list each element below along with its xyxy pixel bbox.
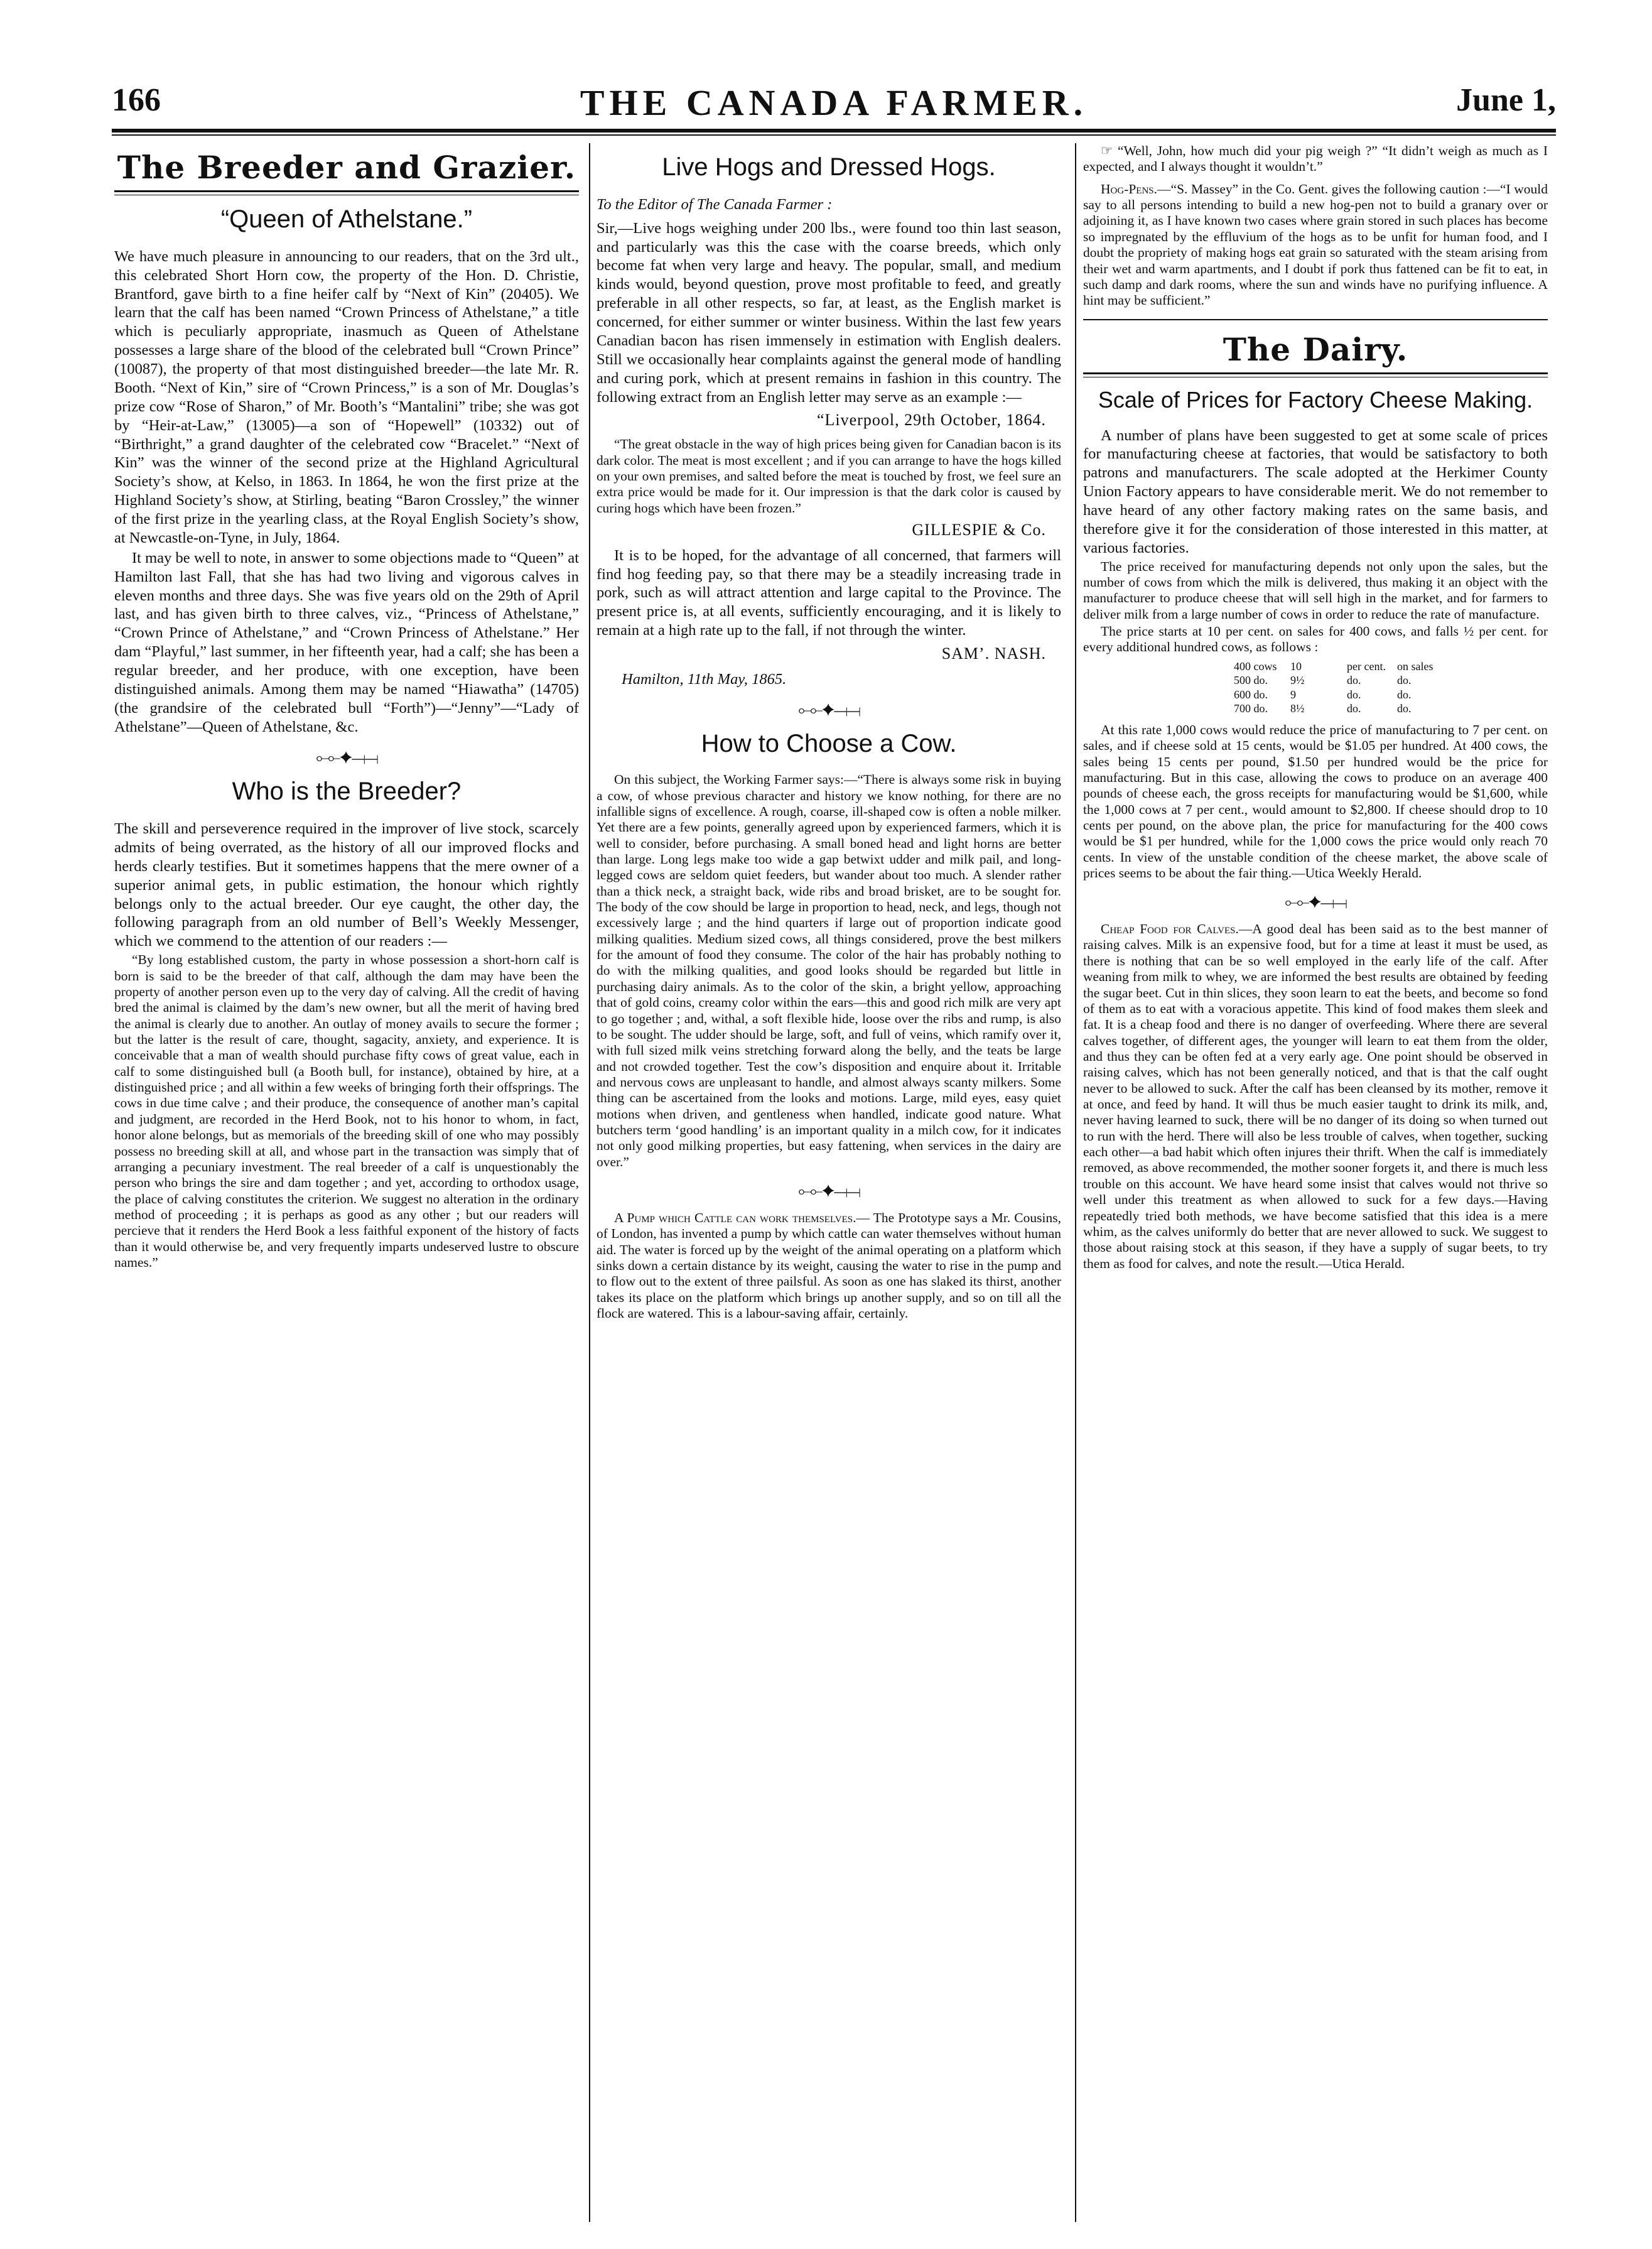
- quote-signature: GILLESPIE & Co.: [912, 520, 1046, 539]
- newspaper-title: THE CANADA FARMER.: [580, 82, 1088, 123]
- item-lead: Cheap Food for Calves.—: [1101, 921, 1253, 937]
- paragraph: A good deal has been said as to the best manner of raising calves. Milk is an expensive food, but for a time at least it must be used, as there is nothing that can be so well employed in the early life of the calf. After weaning from milk to whey, we are informed the best results are obtained by feeding the sugar beet. Cut in thin slices, they soon learn to eat the beets, and become so fond of them as to eat with a voracious appetite. This kind of food makes them sleek and fat. It is a cheap food and there is no danger of overfeeding. Where there are several calves together, of different ages, the younger will learn to eat them from the older, and thus they can be often fed at a very early age. One point should be observed in raising calves, which has not been generally noticed, and that is that the calf ought never to be allowed to suck. After the calf has been cleansed by its mother, remove it at once, and feed by hand. It will thus be much easier taught to drink its milk, and, never having learned to suck, there will be no danger of its doing so when turned out to run with the herd. There will also be less trouble of calves, when together, sucking each other—a bad habit which often injures their thrift. When the calf is immediately removed, as above recommended, the mother sooner forgets it, and there is much less trouble on this account. We have heard some insist that calves would not thrive so well under this treatment as when allowed to suck for a few days.—Having repeatedly tried both methods, we have become satisfied that this idea is a mere whim, as the calves uniformly do better that are never allowed to suck. We suggest to those about raising stock at this season, if they have a supply of sugar beets, to try them as food for calves, and note the result.—Utica Herald.: [1083, 921, 1548, 1271]
- paragraph: It is to be hoped, for the advantage of all concerned, that farmers will find hog feeding pay, so that there may be a steadily increasing trade in pork, such as will attract attention and large capital to the Province. The present price is, at all events, sufficiently encouraging, and it is likely to remain at a high rate up to the fall, if not through the winter.: [597, 546, 1061, 639]
- salutation: To the Editor of The Canada Farmer :: [597, 195, 833, 213]
- ornament-divider: ⟜⟜✦⟞⟞: [316, 748, 377, 767]
- place-date: Hamilton, 11th May, 1865.: [622, 670, 787, 688]
- item-lead: A Pump which Cattle can work themselves.—: [614, 1210, 870, 1225]
- paragraph: On this subject, the Working Farmer says:—“There is always some risk in buying a cow, of whose previous character and history we know nothing, for there are no infallible signs of excellence. A rough, coarse, ill-shaped cow is often a noble milker. Yet there are a few points, generally agreed upon by experienced farmers, which it is well to consider, before purchasing. A small boned head and light horns are better than large. Long legs make too wide a gap betwixt udder and milk pail, and long-legged cows are seldom quiet feeders, but wander about too much. A slender rather than a thick neck, a straight back, wide ribs and broad brisket, are to be sought for. The body of the cow should be large in proportion to head, neck, and legs, though not excessively large ; and the hind quarters if large out of proportion indicate good milking qualities. Medium sized cows, all things considered, prove the best milkers for the amount of food they consume. The color of the hair has probably nothing to do with the milking qualities, and good looks should be regarded but little in purchasing dairy animals. As to the color of the skin, a bright yellow, approaching that of gold coins, creamy color within the ears—this and good rich milk are very apt to go together ; and, withal, a soft flexible hide, loose over the ribs and rump, is also to be sought. The udder should be large, soft, and full of veins, which ramify over it, with full sized milk veins stretching forward along the belly, and the teats be large and not crowded together. Test the cow’s disposition and enquire about it. Irritable and nervous cows are unpleasant to handle, and almost always scanty milkers. Some thing can be ascertained from the looks and motions. Large, mild eyes, easy quiet motions when driven, and gentleness when handled, indicate good nature. What butchers term ‘good handling’ is an important quality in a milch cow, for it indicates not only good milking properties, but easy fattening, when services in the dairy are over.”: [597, 772, 1061, 1169]
- table-row: 700 do. 8½ do. do.: [1234, 702, 1412, 715]
- issue-date: June 1,: [1456, 82, 1556, 118]
- quoted-paragraph: “By long established custom, the party in whose possession a short-horn calf is born is said to be the breeder of that calf, although the dam may have been the property of another person even up to the very day of calving. All the credit of having bred the animal is claimed by the dam’s new owner, but all the merit of having bred the animal is clearly due to another. An outlay of money avails to secure the former ; but the latter is the result of care, thought, sagacity, anxiety, and experience. It is conceivable that a man of wealth should purchase fifty cows of great value, each in calf to some distinguished bull (a Booth bull, for instance), obtained by hire, at a distinguished price ; and all within a few weeks of bringing forth their offsprings. The cows in due time calve ; and their produce, the consequence of another man’s capital and judgment, are recorded in the Herd Book, not to his honor to whom, in fact, honor alone belongs, but as memorials of the breeding skill of one who may possibly possess no breeding skill at all, and whose part in the transaction was simply that of arranging a pecuniary investment. The real breeder of a calf is unquestionably the person who brings the sire and dam together ; and yet, according to orthodox usage, the place of calving constitutes the criterion. We suggest no alteration in the ordinary method of proceeding ; it is perhaps as good as any other ; but our readers will percieve that it renders the Herd Book a less faithful exponent of the history of facts than it would otherwise be, and very frequently imparts undeserved lustre to obscure names.”: [114, 952, 579, 1271]
- ornament-divider: ⟜⟜✦⟞⟞: [798, 1182, 860, 1201]
- column-2: [597, 143, 1061, 2222]
- column-3: [1083, 143, 1548, 2222]
- paragraph: The Prototype says a Mr. Cousins, of London, has invented a pump by which cattle can water themselves without human aid. The water is forced up by the weight of the animal operating on a platform which sinks down a certain distance by its weight, causing the water to rise in the pump and to flow out to the extent of three pailsful. As soon as one has slaked its thirst, another takes its place on the platform which brings up another supply, and so on till all the flock are watered. This is a labour-saving affair, certainly.: [597, 1210, 1061, 1321]
- paragraph: The price starts at 10 per cent. on sales for 400 cows, and falls ½ per cent. for every additional hundred cows, as follows :: [1083, 624, 1548, 655]
- department-heading: The Breeder and Grazier.: [117, 149, 576, 186]
- paragraph: The price received for manufacturing depends not only upon the sales, but the number of cows from which the milk is delivered, thus making it an object with the manufacturer to produce cheese that will sell high in the market, and for farmers to deliver milk from a large number of cows in order to reduce the rate of manufacture.: [1083, 558, 1548, 622]
- table-row: 500 do. 9½ do. do.: [1234, 674, 1412, 687]
- paragraph: It may be well to note, in answer to some objections made to “Queen” at Hamilton last Fall, that she has had two living and vigorous calves in eleven months and three days. She was five years old on the 29th of April last, and has given birth to three calves, viz., “Princess of Athelstane,” “Crown Prince of Athelstane,” and “Crown Princess of Athelstane.” Her dam “Playful,” last summer, in her fifteenth year, had a calf; she has been a regular breeder, and her produce, with one exception, have been distinguished animals. Among them may be named “Hiawatha” (14705) (the grandsire of the celebrated bull “Forth”)—“Jenny”—“Lady of Athelstane”—Queen of Athelstane, &c.: [114, 549, 579, 735]
- masthead: [112, 82, 1556, 132]
- paragraph: The skill and perseverence required in the improver of live stock, scarcely admits of being overrated, as the history of all our improved flocks and herds clearly testifies. But it sometimes happens that the mere owner of a superior animal gets, in public estimation, the honour which rightly belongs only to the actual breeder. Our eye caught, the other day, the following paragraph from an old number of Bell’s Weekly Messenger, which we commend to the attention of our readers :—: [114, 820, 579, 950]
- section-rule: [1083, 319, 1548, 320]
- paragraph: Sir,—Live hogs weighing under 200 lbs., were found too thin last season, and particularly was this the case with the coarse breeds, which only become fat when very large and heavy. The popular, small, and medium kinds would, beyond question, prove most profitable to feed, and greatly preferable in all other respects, so far, at least, as the English market is concerned, for either summer or winter business. Within the last few years Canadian bacon has risen immensely in estimation with English dealers. Still we occasionally hear complaints against the general mode of handling and curing pork, which at present remains in fashion in this country. The following extract from an English letter may serve as an example :—: [597, 219, 1061, 406]
- column-1: [114, 143, 579, 2222]
- article-heading: Who is the Breeder?: [232, 778, 462, 806]
- masthead-rule-thin: [112, 134, 1556, 136]
- paragraph: A number of plans have been suggested to get at some scale of prices for manufacturing cheese at factories, that would be satisfactory to both patrons and manufacturers. The scale adopted at the Herkimer County Union Factory appears to have considerable merit. We do not remember to have heard of any other factory making rates on the same basis, and therefore give it for the consideration of those interested in this matter, at various factories.: [1083, 426, 1548, 556]
- article-heading: Live Hogs and Dressed Hogs.: [662, 153, 996, 181]
- ornament-divider: ⟜⟜✦⟞⟞: [1285, 893, 1346, 912]
- quoted-paragraph: “The great obstacle in the way of high prices being given for Canadian bacon is its dark color. The meat is most excellent ; and if you can arrange to have the hogs killed on your own premises, and salted before the meat is touched by frost, we feel sure an extra price would be made for it. Our impression is that the dark color is caused by curing hogs which have been frozen.”: [597, 436, 1061, 516]
- table-row: 400 cows 10 per cent. on sales: [1234, 659, 1433, 673]
- ornament-divider: ⟜⟜✦⟞⟞: [798, 700, 860, 719]
- item-lead: Hog-Pens.—: [1101, 181, 1171, 197]
- page-number: 166: [112, 82, 161, 118]
- article-heading: How to Choose a Cow.: [701, 730, 957, 758]
- column-rule-2: [1075, 143, 1076, 2222]
- paragraph: At this rate 1,000 cows would reduce the price of manufacturing to 7 per cent. on sales, and if cheese sold at 15 cents, would be $1.05 per hundred. At 400 cows, the sales being 15 cents per pound, $1.50 per hundred would be the price for manufacturing. But in this case, allowing the cows to produce on an average 400 pounds of cheese each, the gross receipts for manufacturing would be $1,600, while the 1,000 cows at 7 per cent., would amount to $2,800. If cheese should drop to 10 cents per pound, on the above plan, the price for manufacturing for the 400 cows would be $1 per hundred, while for the 1,000 cows the price would only reach 70 cents. In view of the unstable condition of the cheese market, the above scale of prices seems to be about the fair thing.—Utica Weekly Herald.: [1083, 722, 1548, 881]
- paragraph: We have much pleasure in announcing to our readers, that on the 3rd ult., this celebrated Short Horn cow, the property of the Hon. D. Christie, Brantford, gave birth to a fine heifer calf by “Next of Kin” (20405). We learn that the calf has been named “Crown Princess of Athelstane,” a title which is peculiarly appropriate, inasmuch as Queen of Athelstane possesses a large share of the blood of the celebrated bull “Crown Prince” (10087), the property of that most distinguished breeder—the late Mr. R. Booth. “Next of Kin,” sire of “Crown Princess,” is a son of Mr. Douglas’s prize cow “Rose of Sharon,” of Mr. Booth’s “Mantalini” tribe; she was got by “Heir-at-Law,” (13005)—a son of “Hopewell” (10332) out of “Birthright,” a grand daughter of the celebrated cow “Bracelet.” “Next of Kin” was the winner of the second prize at the Highland Agricultural Society’s show, at Kelso, in 1863. In 1864, he won the first prize at the Highland Society’s show, at Stirling, beating “Baron Crossley,” the winner of the first prize in the yearling class, at the Royal English Society’s show, at Newcastle-on-Tyne, in July, 1864.: [114, 247, 579, 546]
- department-heading: The Dairy.: [1223, 330, 1408, 368]
- article-heading: “Queen of Athelstane.”: [220, 205, 473, 233]
- signature: SAM’. NASH.: [941, 644, 1046, 663]
- masthead-rule: [112, 129, 1556, 133]
- table-row: 600 do. 9 do. do.: [1234, 688, 1412, 701]
- paragraph: “S. Massey” in the Co. Gent. gives the following caution :—“I would say to all persons intending to build a new hog-pen not to build a granary over or adjoining it, as I have known two cases where grain stored in such places has become so impregnated by the effluvium of the hogs as to be unfit for human food, and I doubt the propriety of making hogs eat grain so saturated with the steam arising from their wet and warm apartments, and I doubt if pork thus fattened can be fit to eat, in such damp and dark rooms, where the sun and winds have no purifying influence. A hint may be sufficient.”: [1083, 181, 1548, 308]
- letter-date: “Liverpool, 29th October, 1864.: [817, 411, 1046, 430]
- article-heading: Scale of Prices for Factory Cheese Making.: [1098, 386, 1533, 413]
- double-rule: [114, 190, 579, 195]
- price-table: [1234, 659, 1548, 716]
- double-rule: [1083, 372, 1548, 377]
- anecdote: ☞ “Well, John, how much did your pig weigh ?” “It didn’t weigh as much as I expected, and I always thought it wouldn’t.”: [1083, 143, 1548, 175]
- column-rule-1: [589, 143, 590, 2222]
